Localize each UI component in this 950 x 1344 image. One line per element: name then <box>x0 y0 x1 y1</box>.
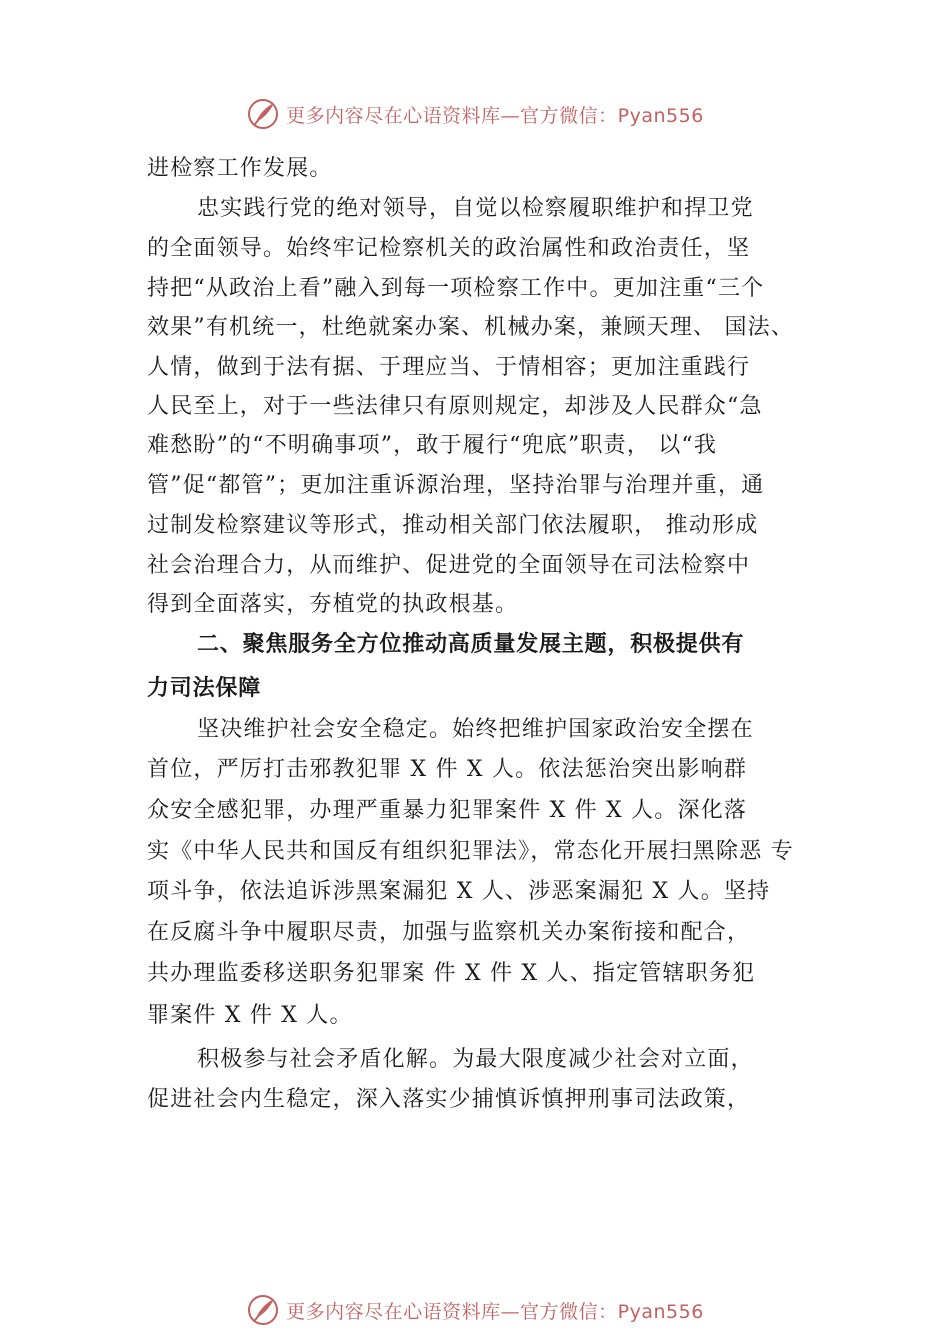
paragraph-line: 项斗争，依法追诉涉黑案漏犯 X 人、涉恶案漏犯 X 人。坚持 <box>147 879 771 904</box>
paragraph-line: 共办理监委移送职务犯罪案 件 X 件 X 人、指定管辖职务犯 <box>147 961 756 986</box>
paragraph-line: 促进社会内生稳定，深入落实少捕慎诉慎押刑事司法政策， <box>147 1087 751 1112</box>
paragraph-line: 积极参与社会矛盾化解。为最大限度减少社会对立面， <box>197 1047 754 1072</box>
watermark-text: 更多内容尽在心语资料库—官方微信：Pyan556 <box>286 104 704 127</box>
section-heading-line: 力司法保障 <box>147 676 262 701</box>
paragraph-line: 罪案件 X 件 X 人。 <box>147 1003 353 1028</box>
paragraph-line: 得到全面落实，夯植党的执政根基。 <box>147 592 519 617</box>
paragraph-line: 过制发检察建议等形式，推动相关部门依法履职， 推动形成 <box>147 513 759 538</box>
paragraph-line: 进检察工作发展。 <box>147 156 333 181</box>
paragraph-line: 人情，做到于法有据、于理应当、于情相容；更加注重践行 <box>147 355 751 380</box>
paragraph-line: 众安全感犯罪，办理严重暴力犯罪案件 X 件 X 人。深化落 <box>147 798 748 823</box>
wechat-id: Pyan556 <box>617 1300 704 1323</box>
paragraph-line: 首位，严厉打击邪教犯罪 X 件 X 人。依法惩治突出影响群 <box>147 757 748 782</box>
paragraph-line: 难愁盼”的“不明确事项”，敢于履行“兜底”职责， 以“我 <box>147 433 718 458</box>
paragraph-line: 效果”有机统一，杜绝就案办案、机械办案，兼顾天理、 国法、 <box>147 315 795 340</box>
paragraph-line: 在反腐斗争中履职尽责，加强与监察机关办案衔接和配合， <box>147 920 751 945</box>
paragraph-line: 实《中华人民共和国反有组织犯罪法》，常态化开展扫黑除恶 专 <box>147 839 794 864</box>
wechat-id: Pyan556 <box>617 104 704 127</box>
paragraph-line: 忠实践行党的绝对领导，自觉以检察履职维护和捍卫党 <box>197 196 754 221</box>
paragraph-line: 管”促“都管”；更加注重诉源治理，坚持治罪与治理并重，通 <box>147 473 765 498</box>
feather-pen-logo-icon <box>246 97 280 131</box>
paragraph-line: 持把“从政治上看”融入到每一项检察工作中。更加注重“三个 <box>147 276 765 301</box>
feather-pen-logo-icon <box>246 1293 280 1327</box>
paragraph-line: 的全面领导。始终牢记检察机关的政治属性和政治责任，坚 <box>147 236 751 261</box>
section-heading-line: 二、聚焦服务全方位推动高质量发展主题，积极提供有 <box>197 632 745 657</box>
paragraph-line: 坚决维护社会安全稳定。始终把维护国家政治安全摆在 <box>197 717 754 742</box>
watermark-text: 更多内容尽在心语资料库—官方微信：Pyan556 <box>286 1300 704 1323</box>
watermark-footer <box>0 1290 950 1330</box>
paragraph-line: 社会治理合力，从而维护、促进党的全面领导在司法检察中 <box>147 553 751 578</box>
watermark-header <box>0 94 950 134</box>
paragraph-line: 人民至上，对于一些法律只有原则规定，却涉及人民群众“急 <box>147 394 763 419</box>
